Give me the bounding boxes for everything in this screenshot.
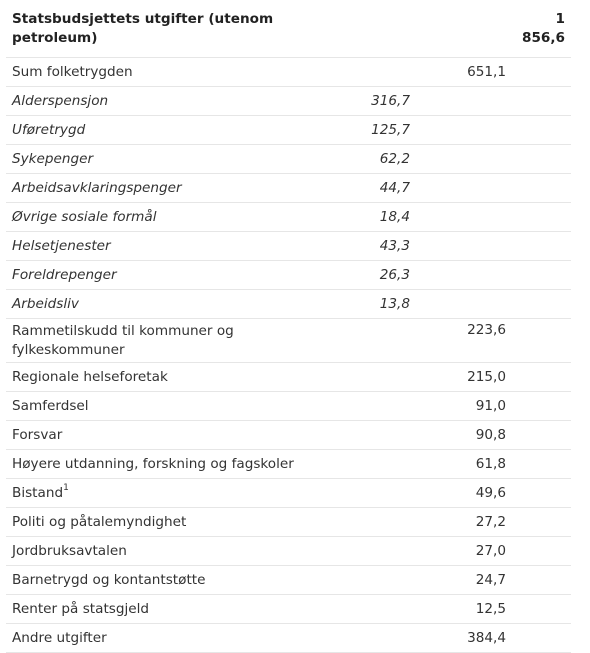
row-label: Politi og påtalemyndighet — [6, 508, 326, 537]
row-value — [416, 261, 512, 290]
row-empty-cell — [512, 261, 571, 290]
row-sub-value — [326, 363, 416, 392]
row-label-with-footnote — [6, 479, 326, 508]
row-sub-value: 18,4 — [326, 203, 416, 232]
table-row — [6, 116, 571, 145]
footnote-marker[interactable]: 1 — [63, 482, 69, 493]
row-value: 12,5 — [416, 595, 512, 624]
row-label: Sum folketrygden — [6, 58, 326, 87]
row-empty-cell — [512, 363, 571, 392]
row-label: Arbeidsliv — [6, 290, 326, 319]
row-value — [416, 116, 512, 145]
row-sub-value — [326, 624, 416, 653]
table-row — [6, 392, 571, 421]
row-empty-cell — [512, 145, 571, 174]
row-empty-cell — [512, 203, 571, 232]
row-label: Samferdsel — [6, 392, 326, 421]
row-label: Uføretrygd — [6, 116, 326, 145]
table-row — [6, 624, 571, 653]
budget-expenditure-table — [6, 5, 571, 653]
row-value: 651,1 — [416, 58, 512, 87]
row-empty-cell — [512, 319, 571, 363]
row-empty-cell — [512, 537, 571, 566]
row-value: 27,2 — [416, 508, 512, 537]
header-empty-cell — [326, 5, 416, 58]
row-sub-value — [326, 319, 416, 363]
row-value: 223,6 — [416, 319, 512, 363]
row-empty-cell — [512, 566, 571, 595]
row-sub-value: 125,7 — [326, 116, 416, 145]
row-sub-value — [326, 508, 416, 537]
row-sub-value — [326, 595, 416, 624]
row-sub-value: 316,7 — [326, 87, 416, 116]
table-row — [6, 450, 571, 479]
row-value: 49,6 — [416, 479, 512, 508]
row-label: Andre utgifter — [6, 624, 326, 653]
row-empty-cell — [512, 508, 571, 537]
row-label: Foreldrepenger — [6, 261, 326, 290]
row-label: Helsetjenester — [6, 232, 326, 261]
row-label: Renter på statsgjeld — [6, 595, 326, 624]
row-empty-cell — [512, 87, 571, 116]
row-value — [416, 290, 512, 319]
row-label: Øvrige sosiale formål — [6, 203, 326, 232]
row-value: 91,0 — [416, 392, 512, 421]
row-empty-cell — [512, 595, 571, 624]
row-empty-cell — [512, 290, 571, 319]
row-label: Alderspensjon — [6, 87, 326, 116]
table-row — [6, 232, 571, 261]
row-label: Høyere utdanning, forskning og fagskoler — [6, 450, 326, 479]
row-empty-cell — [512, 624, 571, 653]
row-label: Jordbruksavtalen — [6, 537, 326, 566]
row-sub-value — [326, 479, 416, 508]
row-value: 61,8 — [416, 450, 512, 479]
row-value — [416, 232, 512, 261]
table-row — [6, 203, 571, 232]
row-label: Forsvar — [6, 421, 326, 450]
row-empty-cell — [512, 232, 571, 261]
table-row — [6, 421, 571, 450]
row-empty-cell — [512, 116, 571, 145]
row-sub-value — [326, 421, 416, 450]
row-empty-cell — [512, 58, 571, 87]
row-label: Barnetrygd og kontantstøtte — [6, 566, 326, 595]
row-sub-value: 26,3 — [326, 261, 416, 290]
row-sub-value — [326, 58, 416, 87]
row-value — [416, 203, 512, 232]
header-title: Statsbudsjettets utgifter (utenom petroleum) — [6, 5, 326, 58]
row-empty-cell — [512, 174, 571, 203]
table-row — [6, 145, 571, 174]
row-label: Rammetilskudd til kommuner og fylkeskommuner — [6, 319, 326, 363]
row-label: Arbeidsavklaringspenger — [6, 174, 326, 203]
row-value: 215,0 — [416, 363, 512, 392]
row-sub-value: 43,3 — [326, 232, 416, 261]
table-row — [6, 174, 571, 203]
table-row — [6, 595, 571, 624]
table-row — [6, 508, 571, 537]
table-row — [6, 363, 571, 392]
table-row — [6, 479, 571, 508]
header-total: 1 856,6 — [512, 5, 571, 58]
row-value: 384,4 — [416, 624, 512, 653]
table-row — [6, 319, 571, 363]
row-value: 27,0 — [416, 537, 512, 566]
row-label: Regionale helseforetak — [6, 363, 326, 392]
row-sub-value — [326, 537, 416, 566]
row-empty-cell — [512, 421, 571, 450]
row-value — [416, 87, 512, 116]
row-sub-value: 62,2 — [326, 145, 416, 174]
row-sub-value: 13,8 — [326, 290, 416, 319]
table-row — [6, 537, 571, 566]
row-sub-value — [326, 450, 416, 479]
row-sub-value — [326, 566, 416, 595]
table-header-row — [6, 5, 571, 58]
table-row — [6, 566, 571, 595]
row-empty-cell — [512, 479, 571, 508]
table-row — [6, 87, 571, 116]
row-label: Bistand — [12, 484, 64, 501]
row-empty-cell — [512, 450, 571, 479]
table-row — [6, 58, 571, 87]
table-row — [6, 261, 571, 290]
row-value: 24,7 — [416, 566, 512, 595]
row-value — [416, 145, 512, 174]
row-label: Sykepenger — [6, 145, 326, 174]
header-empty-cell — [416, 5, 512, 58]
row-sub-value — [326, 392, 416, 421]
table-row — [6, 290, 571, 319]
row-value — [416, 174, 512, 203]
row-sub-value: 44,7 — [326, 174, 416, 203]
row-empty-cell — [512, 392, 571, 421]
row-value: 90,8 — [416, 421, 512, 450]
